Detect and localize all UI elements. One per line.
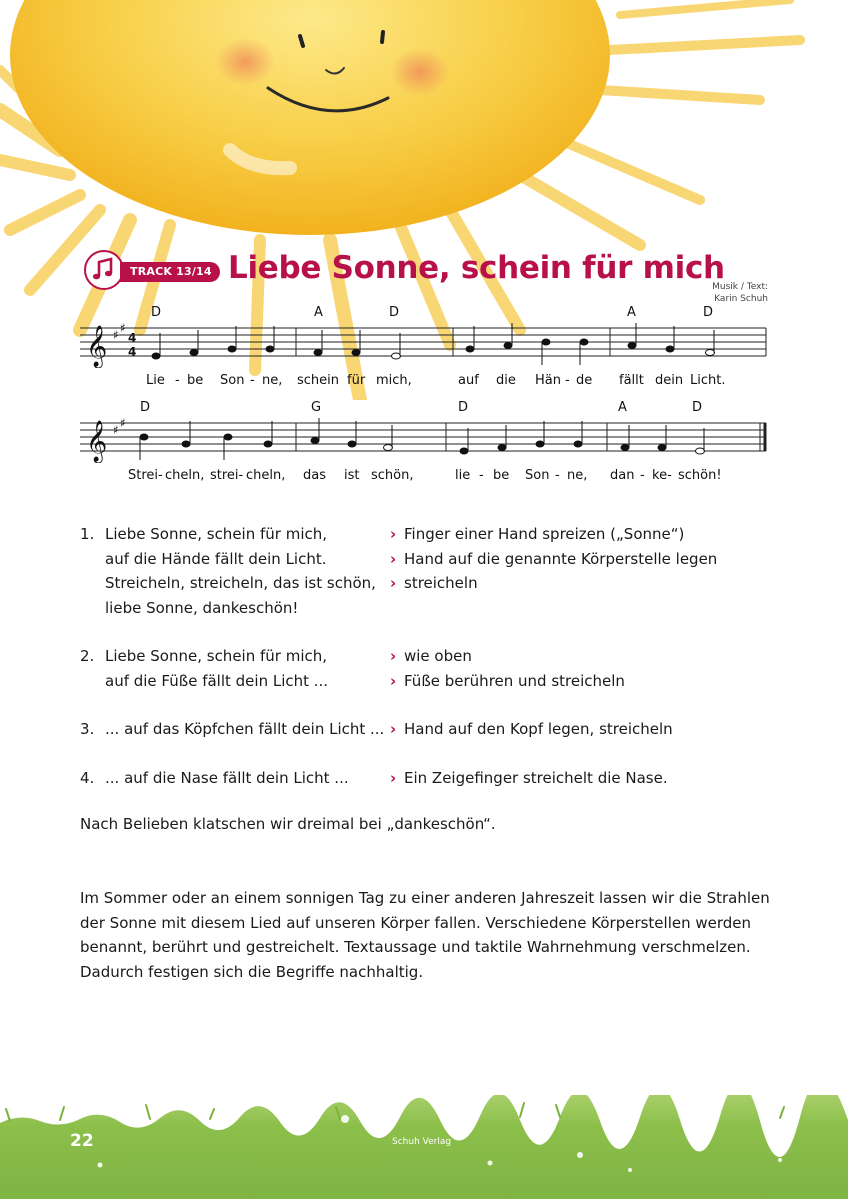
verse-action: wie oben — [404, 647, 472, 665]
chord: A — [627, 305, 636, 320]
lyric: Son — [220, 373, 245, 388]
lyric: - — [479, 468, 484, 483]
chord: D — [140, 400, 151, 415]
arrow-icon: › — [390, 549, 397, 568]
chord: A — [618, 400, 627, 415]
verse-line: auf die Hände fällt dein Licht. — [105, 549, 327, 568]
paragraph-line: Im Sommer oder an einem sonnigen Tag zu einer anderen Jahreszeit lassen wir die Strahlen — [80, 889, 770, 907]
verse-action: Füße berühren und streicheln — [404, 671, 625, 690]
verse-line: liebe Sonne, dankeschön! — [105, 598, 299, 617]
verse-action: Hand auf den Kopf legen, streicheln — [404, 720, 673, 738]
arrow-icon: › — [390, 768, 397, 787]
lyric: Son — [525, 468, 550, 483]
lyric: Lie — [146, 373, 165, 388]
lyric: ke- — [652, 468, 672, 483]
lyric: auf — [458, 373, 479, 388]
credits-label: Musik / Text: — [712, 282, 768, 292]
credits — [712, 281, 768, 305]
arrow-icon: › — [390, 671, 397, 690]
lyric: schön, — [371, 468, 414, 483]
description-paragraph — [80, 886, 780, 984]
lyric: be — [187, 373, 204, 388]
chord: D — [703, 305, 714, 320]
publisher-logo: Schuh Verlag — [392, 1137, 452, 1147]
lyric: schein — [297, 373, 340, 388]
lyric: strei- — [210, 468, 244, 483]
lyric: - — [640, 468, 645, 483]
lyric: be — [493, 468, 510, 483]
lyric: ne, — [262, 373, 283, 388]
lyric: dan — [610, 468, 635, 483]
verse-number: 1. — [80, 525, 95, 543]
lyric: Strei- — [128, 468, 163, 483]
clap-note: Nach Belieben klatschen wir dreimal bei „dankeschön“. — [80, 815, 496, 833]
verse-action: Ein Zeigefinger streichelt die Nase. — [404, 768, 668, 787]
page-number: 22 — [70, 1131, 94, 1151]
lyric: das — [303, 468, 326, 483]
verse-number: 3. — [80, 720, 95, 738]
lyric: mich, — [376, 373, 412, 388]
chord: G — [311, 400, 322, 415]
verse-number: 2. — [80, 647, 95, 665]
svg-text:♯: ♯ — [120, 416, 126, 430]
lyric: cheln, — [246, 468, 286, 483]
lyric: ne, — [567, 468, 588, 483]
lyric: cheln, — [165, 468, 205, 483]
verse-action: streicheln — [404, 574, 478, 592]
verse-line: Liebe Sonne, schein für mich, — [105, 525, 328, 543]
svg-text:♯: ♯ — [113, 328, 119, 342]
lyric: für — [347, 373, 366, 388]
credits-author: Karin Schuh — [714, 294, 768, 304]
lyric: - — [565, 373, 570, 388]
chord: D — [692, 400, 703, 415]
lyric: - — [175, 373, 180, 388]
music-staff-1 — [80, 318, 770, 368]
arrow-icon: › — [390, 525, 397, 543]
verse-action: Hand auf die genannte Körperstelle legen — [404, 549, 718, 568]
verse-line: ... auf die Nase fällt dein Licht ... — [105, 768, 349, 787]
paragraph-line: der Sonne mit diesem Lied auf unseren Körper fallen. Verschiedene Körperstellen werden — [80, 913, 752, 932]
svg-text:♯: ♯ — [120, 321, 126, 335]
chord: D — [389, 305, 400, 320]
lyric: de — [576, 373, 593, 388]
lyric: die — [496, 373, 516, 388]
lyric: Hän — [535, 373, 561, 388]
lyric: - — [250, 373, 255, 388]
svg-text:4: 4 — [128, 345, 137, 359]
grass-illustration — [0, 1095, 848, 1199]
svg-text:♯: ♯ — [113, 423, 119, 437]
svg-text:𝄞: 𝄞 — [86, 326, 108, 367]
lyric: dein — [655, 373, 684, 388]
lyric: schön! — [678, 468, 722, 483]
verse-line: ... auf das Köpfchen fällt dein Licht ... — [105, 720, 385, 738]
svg-text:𝄞: 𝄞 — [86, 421, 108, 462]
lyric: fällt — [619, 373, 644, 388]
verse-action: Finger einer Hand spreizen („Sonne“) — [404, 525, 685, 543]
paragraph-line: Dadurch festigen sich die Begriffe nachhaltig. — [80, 962, 424, 981]
chord: A — [314, 305, 323, 320]
music-note-icon[interactable] — [84, 250, 124, 290]
lyric: ist — [344, 468, 360, 483]
arrow-icon: › — [390, 720, 397, 738]
lyric: Licht. — [690, 373, 726, 388]
verse-line: Streicheln, streicheln, das ist schön, — [105, 574, 376, 592]
music-staff-2 — [80, 413, 770, 463]
verse-number: 4. — [80, 768, 95, 787]
svg-text:4: 4 — [128, 331, 137, 345]
lyric: - — [555, 468, 560, 483]
verse-line: Liebe Sonne, schein für mich, — [105, 647, 328, 665]
lyric: lie — [455, 468, 471, 483]
chord: D — [151, 305, 162, 320]
track-badge[interactable]: TRACK 13/14 — [120, 262, 220, 282]
arrow-icon: › — [390, 647, 397, 665]
page-title: Liebe Sonne, schein für mich — [228, 250, 725, 286]
arrow-icon: › — [390, 574, 397, 592]
chord: D — [458, 400, 469, 415]
paragraph-line: benannt, berührt und gestreichelt. Textaussage und taktile Wahrnehmung verschmelzen. — [80, 938, 751, 956]
verse-line: auf die Füße fällt dein Licht ... — [105, 671, 329, 690]
